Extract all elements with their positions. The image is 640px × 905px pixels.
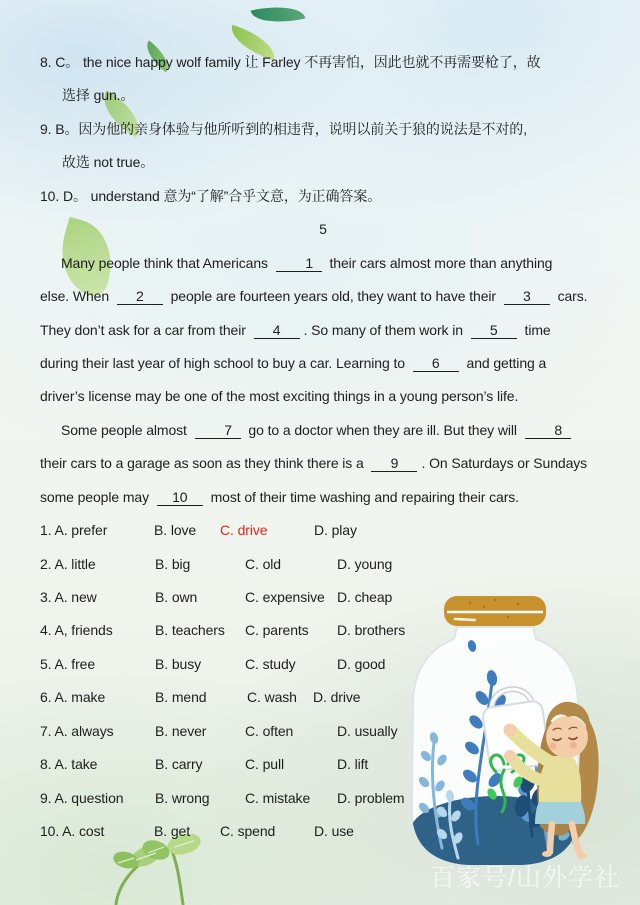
passage-line: during their last year of high school to buy a car. Learning to 6 and getting a	[40, 354, 547, 371]
option-cell: C. old	[245, 555, 281, 572]
option-cell: C. parents	[245, 622, 309, 639]
option-cell: B. carry	[155, 756, 203, 773]
passage-line: They don’t ask for a car from their 4 . So many of them work in 5 time	[40, 321, 551, 338]
option-cell: C. expensive	[245, 589, 325, 605]
worksheet-body	[40, 46, 606, 849]
cloze-blank-1: 1	[276, 255, 322, 272]
option-cell: D. good	[337, 655, 386, 672]
option-cell: D. lift	[337, 756, 369, 773]
option-row-2	[40, 548, 606, 581]
passage-line: else. When 2 people are fourteen years old, they want to have their 3 cars.	[40, 288, 588, 305]
option-cell: 4. A, friends	[40, 622, 113, 639]
option-row-9	[40, 782, 606, 815]
option-cell: 8. A. take	[40, 756, 98, 773]
option-row-5	[40, 648, 606, 681]
option-row-4	[40, 614, 606, 647]
cloze-blank-3: 3	[504, 288, 550, 305]
passage-line: some people may 10 most of their time washing and repairing their cars.	[40, 488, 519, 505]
cloze-blank-2: 2	[117, 288, 163, 305]
option-cell: D. use	[314, 823, 354, 840]
option-cell: D. problem	[337, 789, 405, 806]
option-cell: 1. A. prefer	[40, 522, 108, 539]
option-cell: D. drive	[313, 689, 361, 706]
explanation-9-line-1: 9. B。因为他的亲身体验与他所听到的相违背，说明以前关于狼的说法是不对的,	[40, 120, 527, 137]
cloze-blank-8: 8	[525, 422, 571, 439]
section-heading: 5	[319, 221, 327, 238]
option-cell: 3. A. new	[40, 589, 97, 605]
cloze-blank-10: 10	[157, 489, 203, 506]
option-cell: D. young	[337, 555, 393, 572]
cloze-blank-9: 9	[371, 455, 417, 472]
option-cell: C. spend	[220, 823, 276, 840]
option-cell: C. often	[245, 722, 294, 739]
option-cell: D. cheap	[337, 589, 393, 605]
option-row-6	[40, 681, 606, 714]
option-row-3	[40, 581, 606, 614]
option-cell: 5. A. free	[40, 655, 96, 672]
leaf-icon	[251, 0, 306, 29]
cloze-blank-6: 6	[413, 355, 459, 372]
cloze-blank-4: 4	[254, 322, 300, 339]
option-cell: B. never	[155, 722, 207, 739]
option-cell: B. big	[155, 555, 191, 572]
option-cell: B. wrong	[155, 789, 210, 806]
option-row-7	[40, 715, 606, 748]
option-cell: 10. A. cost	[40, 823, 105, 840]
passage-line: driver’s license may be one of the most exciting things in a young person’s life.	[40, 388, 519, 405]
option-cell: 6. A. make	[40, 689, 106, 706]
cloze-blank-7: 7	[195, 422, 241, 439]
option-cell: D. brothers	[337, 622, 406, 639]
option-cell: B. own	[155, 589, 198, 605]
option-cell: B. get	[154, 823, 190, 840]
option-cell: C. pull	[245, 756, 284, 773]
passage-line: Some people almost 7 go to a doctor when they are ill. But they will 8	[40, 414, 606, 447]
option-cell: C. wash	[247, 689, 297, 706]
option-cell: B. mend	[155, 689, 207, 706]
explanation-10-line-1: 10. D。 understand 意为“了解”合乎文意，为正确答案。	[40, 187, 382, 204]
passage-line: Many people think that Americans 1 their cars almost more than anything	[61, 254, 553, 271]
watermark: 百家号/山外学社	[430, 864, 620, 892]
option-cell: C. study	[245, 655, 296, 672]
option-row-8	[40, 748, 606, 781]
option-cell: 9. A. question	[40, 789, 124, 806]
explanation-9-line-2: 故选 not true。	[62, 154, 155, 171]
option-cell: D. usually	[337, 722, 398, 739]
option-cell: 2. A. little	[40, 555, 96, 572]
option-row-10	[40, 815, 606, 848]
option-cell: B. busy	[155, 655, 201, 672]
option-cell: B. teachers	[155, 622, 225, 639]
option-cell: C. mistake	[245, 789, 311, 806]
passage-line: their cars to a garage as soon as they think there is a 9 . On Saturdays or Sundays	[40, 455, 588, 472]
cloze-blank-5: 5	[471, 322, 517, 339]
option-cell-answer: C. drive	[220, 522, 268, 539]
option-row-1	[40, 514, 606, 547]
option-cell: 7. A. always	[40, 722, 114, 739]
option-cell: B. love	[154, 522, 197, 539]
explanation-8-line-1: 8. C。 the nice happy wolf family 让 Farley 不再害怕，因此也就不再需要枪了，故	[40, 54, 541, 70]
option-cell: D. play	[314, 522, 357, 539]
explanation-8-line-2: 选择 gun.。	[62, 87, 135, 104]
